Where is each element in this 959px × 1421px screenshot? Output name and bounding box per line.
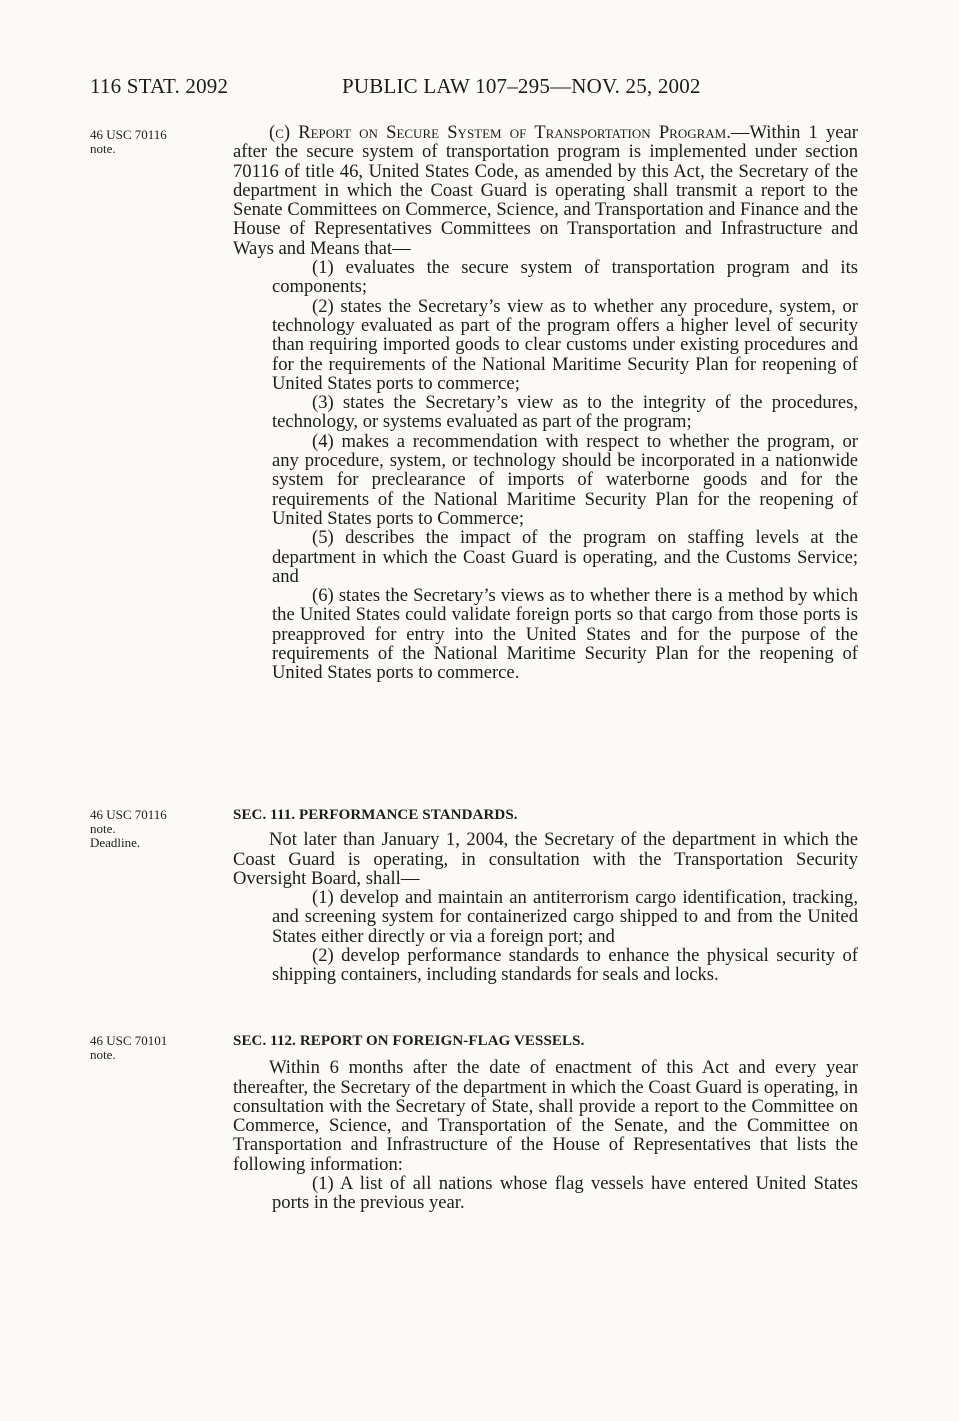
- margin-note-text: 46 USC 70101: [90, 1033, 168, 1048]
- list-item: (2) develop performance standards to enhance the physical security of shipping containers, including standards for seals and locks.: [272, 945, 858, 986]
- margin-note-text: 46 USC 70116: [90, 127, 167, 142]
- margin-note-text: Deadline.: [90, 835, 141, 850]
- list-item: (1) A list of all nations whose flag vessels have entered United States ports in the previous year.: [272, 1173, 858, 1214]
- list-item: (3) states the Secretary’s view as to the integrity of the procedures, technology, or systems evaluated as part of the program;: [272, 392, 858, 433]
- section-111: [233, 806, 858, 985]
- margin-note-3: [90, 1034, 220, 1062]
- margin-note-2: [90, 808, 220, 850]
- section-c-heading: (c) Report on Secure System of Transportation Program.: [269, 122, 731, 143]
- section-111-heading: SEC. 111. PERFORMANCE STANDARDS.: [233, 807, 518, 823]
- margin-note-text: note.: [90, 141, 116, 156]
- list-item: (2) states the Secretary’s view as to whether any procedure, system, or technology evaluated as part of the program offers a higher level of security than requiring imported goods to clear customs under existing procedures and for the requirements of the National Maritime Security Plan for reopening of United States ports to commerce;: [272, 295, 858, 394]
- list-item: (6) states the Secretary’s views as to whether there is a method by which the United States could validate foreign ports so that cargo from those ports is preapproved for entry into the United States and for the purpose of the requirements of the National Maritime Security Plan for the reopening of United States ports to commerce.: [272, 585, 858, 684]
- margin-note-text: 46 USC 70116: [90, 807, 167, 822]
- section-112-heading: SEC. 112. REPORT ON FOREIGN-FLAG VESSELS.: [233, 1033, 585, 1049]
- law-citation: PUBLIC LAW 107–295—NOV. 25, 2002: [342, 74, 701, 98]
- margin-note-text: note.: [90, 821, 116, 836]
- section-c-intro-text: —Within 1 year after the secure system of transportation program is implemented under section 70116 of title 46, United States Code, as amended by this Act, the Secretary of the department in which the Coast Guard is operating shall transmit a report to the Senate Committees on Commerce, Science, and Transportation and Finance and the House of Representatives Committees on Transportation and Infrastructure and Ways and Means that—: [233, 122, 858, 259]
- list-item: (1) evaluates the secure system of transportation program and its components;: [272, 257, 858, 298]
- list-item: (5) describes the impact of the program on staffing levels at the department in which the Coast Guard is operating, and the Customs Service; and: [272, 527, 858, 587]
- list-item: (4) makes a recommendation with respect to whether the program, or any procedure, system, or technology should be incorporated in a nationwide system for preclearance of imports of waterborne goods and for the requirements of the National Maritime Security Plan for the reopening of United States ports to Commerce;: [272, 430, 858, 529]
- section-111-intro: Not later than January 1, 2004, the Secretary of the department in which the Coast Guard is operating, in consultation with the Transportation Security Oversight Board, shall—: [233, 829, 858, 889]
- section-c: [233, 123, 858, 683]
- page-header: [90, 74, 701, 99]
- section-112: [233, 1032, 858, 1213]
- margin-note-1: [90, 128, 220, 156]
- margin-note-text: note.: [90, 1047, 116, 1062]
- section-c-intro: [233, 123, 858, 258]
- list-item: (1) develop and maintain an antiterrorism cargo identification, tracking, and screening system for containerized cargo shipped to and from the United States either directly or via a foreign port; and: [272, 887, 858, 947]
- page-number: 116 STAT. 2092: [90, 74, 229, 98]
- section-112-intro: Within 6 months after the date of enactment of this Act and every year thereafter, the Secretary of the department in which the Coast Guard is operating, in consultation with the Secretary of State, shall provide a report to the Committee on Commerce, Science, and Transportation of the Senate, and the Committee on Transportation and Infrastructure of the House of Representatives that lists the following information:: [233, 1057, 858, 1175]
